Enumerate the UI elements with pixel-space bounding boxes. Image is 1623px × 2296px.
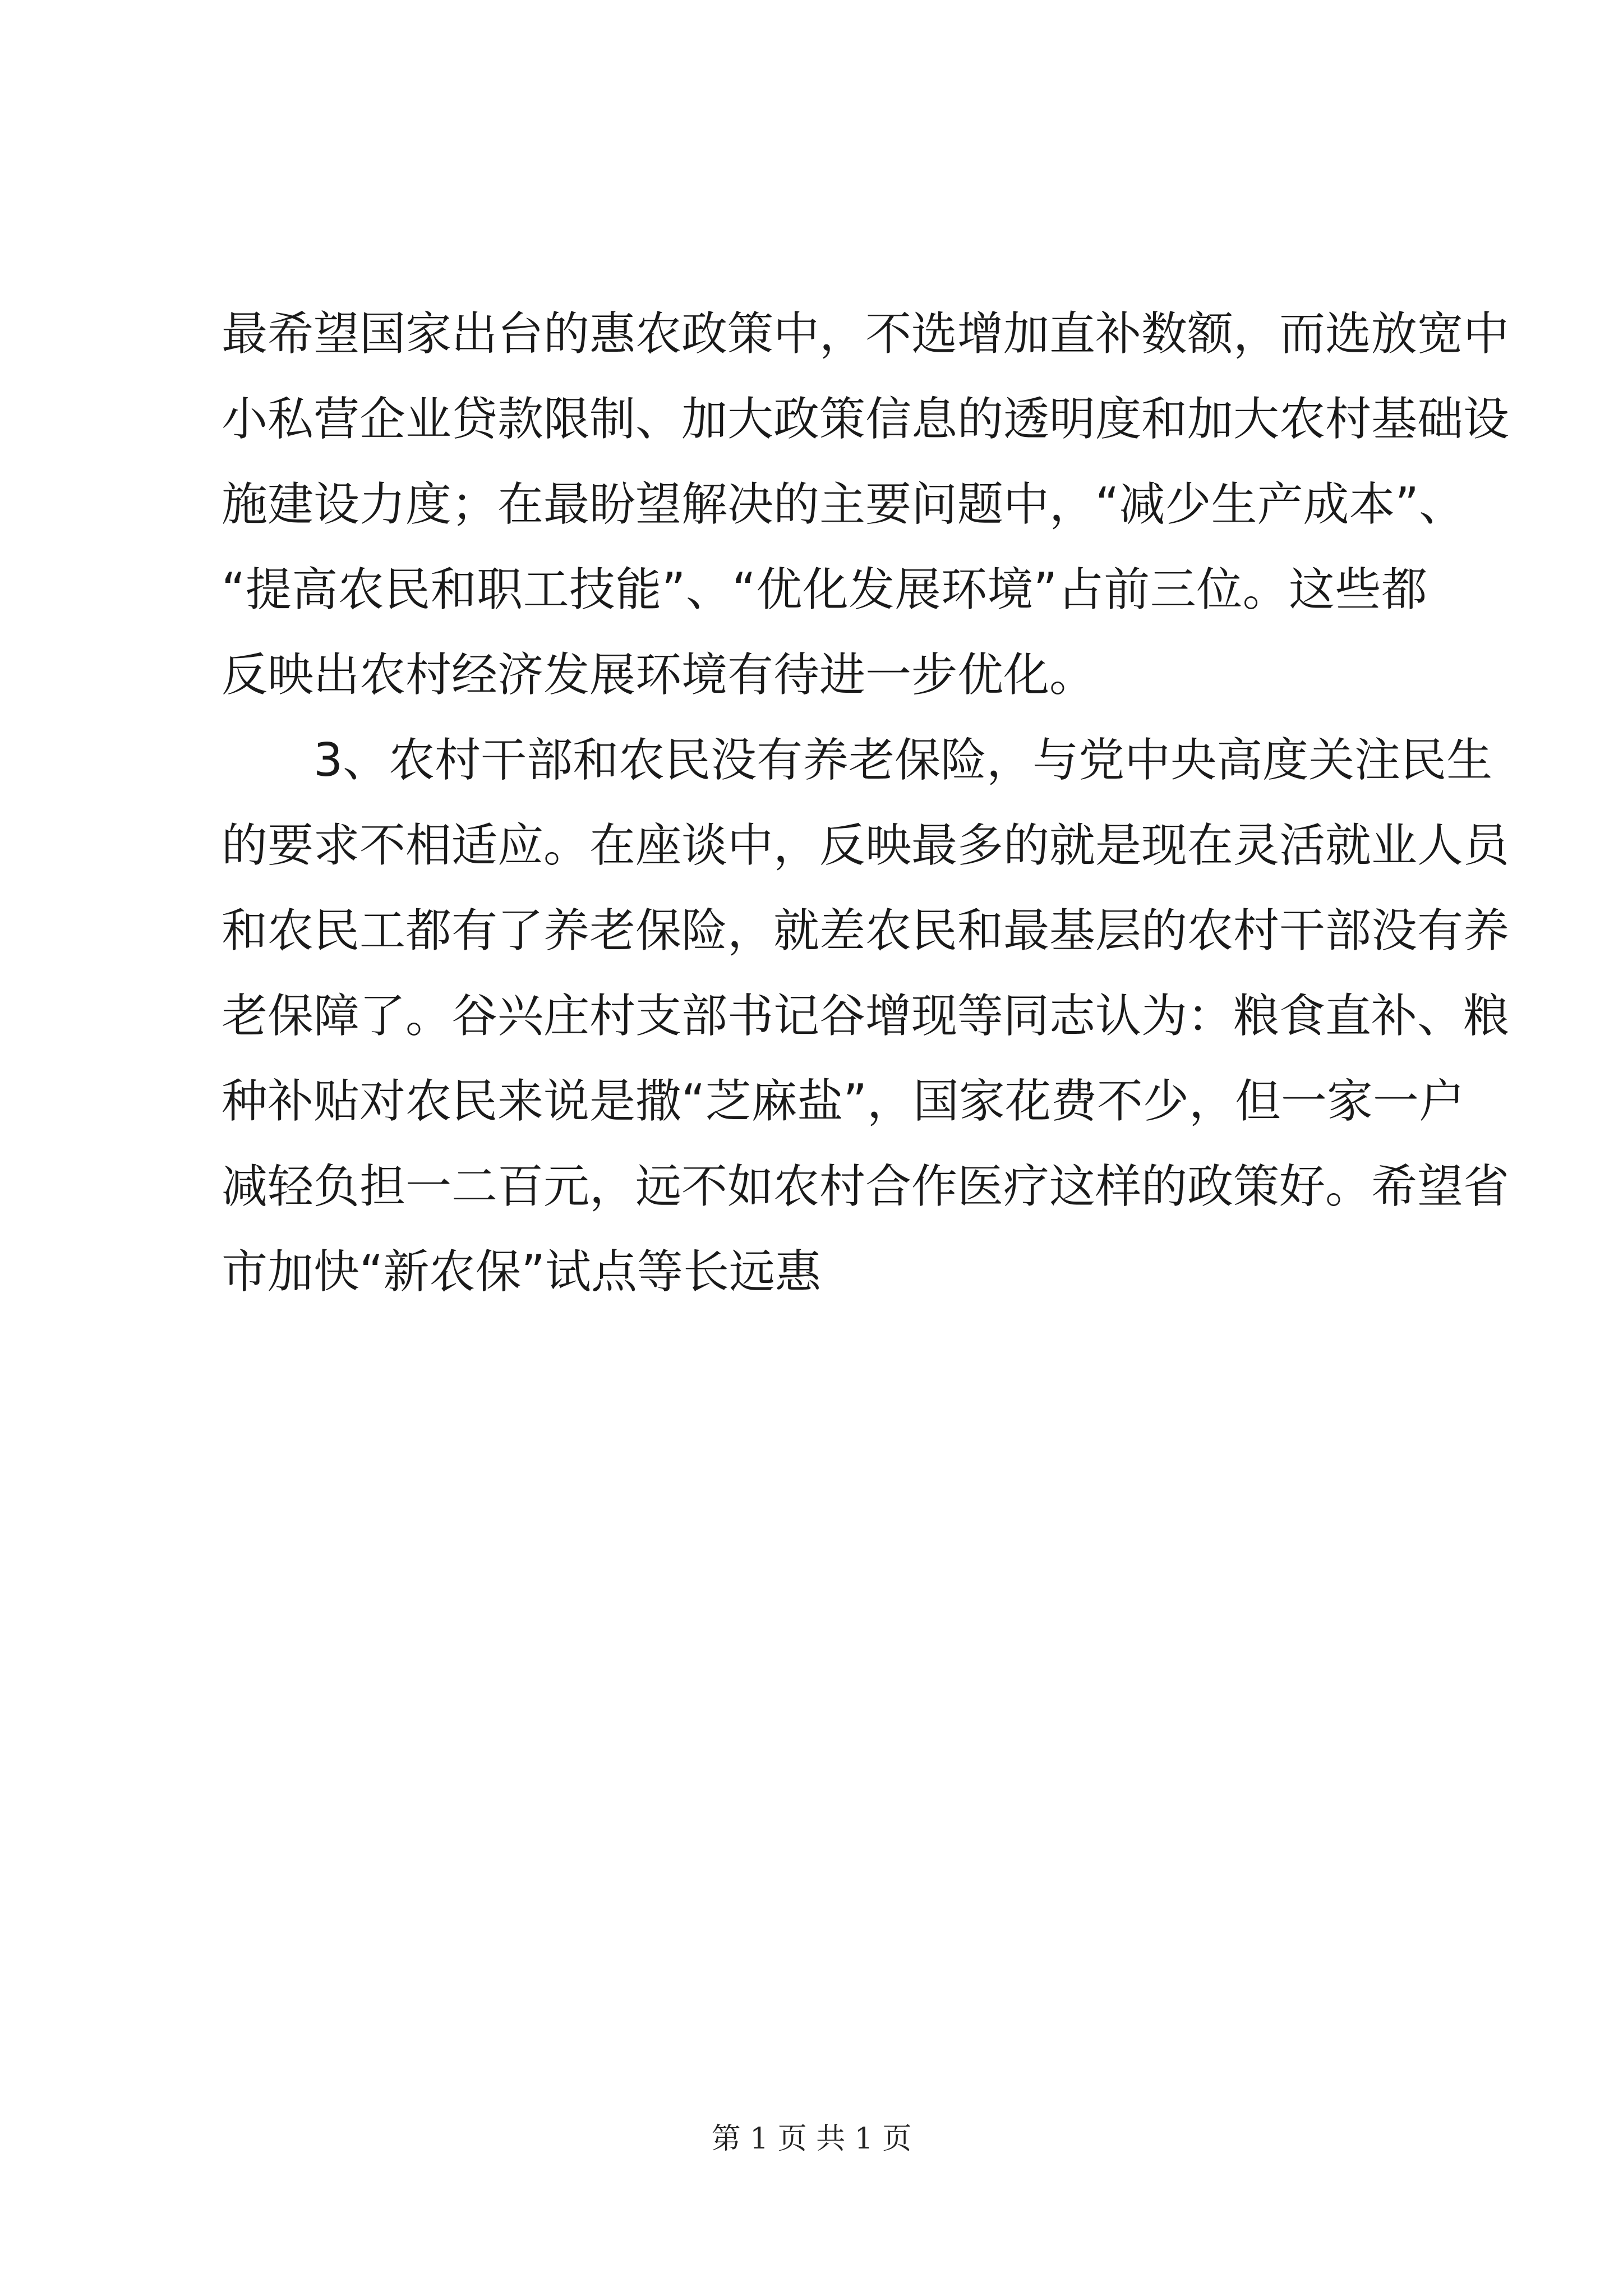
text-line: 最希望国家出台的惠农政策中，不选增加直补数额，而选放宽中 bbox=[222, 307, 1510, 361]
page-number-footer: 第 1 页 共 1 页 bbox=[711, 2122, 912, 2156]
text-line: 3、农村干部和农民没有养老保险，与党中央高度关注民生 bbox=[313, 734, 1493, 787]
paragraph-2 bbox=[222, 718, 1510, 1315]
text-line: 反映出农村经济发展环境有待进一步优化。 bbox=[222, 648, 1096, 702]
text-line: 减轻负担一二百元，远不如农村合作医疗这样的政策好。希望省 bbox=[222, 1160, 1510, 1213]
text-line: 的要求不相适应。在座谈中，反映最多的就是现在灵活就业人员 bbox=[222, 819, 1510, 872]
text-line: 施建设力度；在最盼望解决的主要问题中，“减少生产成本”、 bbox=[222, 478, 1465, 531]
text-line: 老保障了。谷兴庄村支部书记谷增现等同志认为：粮食直补、粮 bbox=[222, 990, 1510, 1043]
document-body bbox=[222, 292, 1510, 1315]
text-line: 小私营企业贷款限制、加大政策信息的透明度和加大农村基础设 bbox=[222, 393, 1510, 446]
text-line: 市加快“新农保”试点等长远惠 bbox=[222, 1245, 821, 1299]
text-line: “提高农民和职工技能”、“优化发展环境”占前三位。这些都 bbox=[222, 563, 1427, 616]
paragraph-1 bbox=[222, 292, 1510, 718]
text-line: 种补贴对农民来说是撒“芝麻盐”，国家花费不少，但一家一户 bbox=[222, 1075, 1465, 1128]
text-line: 和农民工都有了养老保险，就差农民和最基层的农村干部没有养 bbox=[222, 904, 1510, 958]
